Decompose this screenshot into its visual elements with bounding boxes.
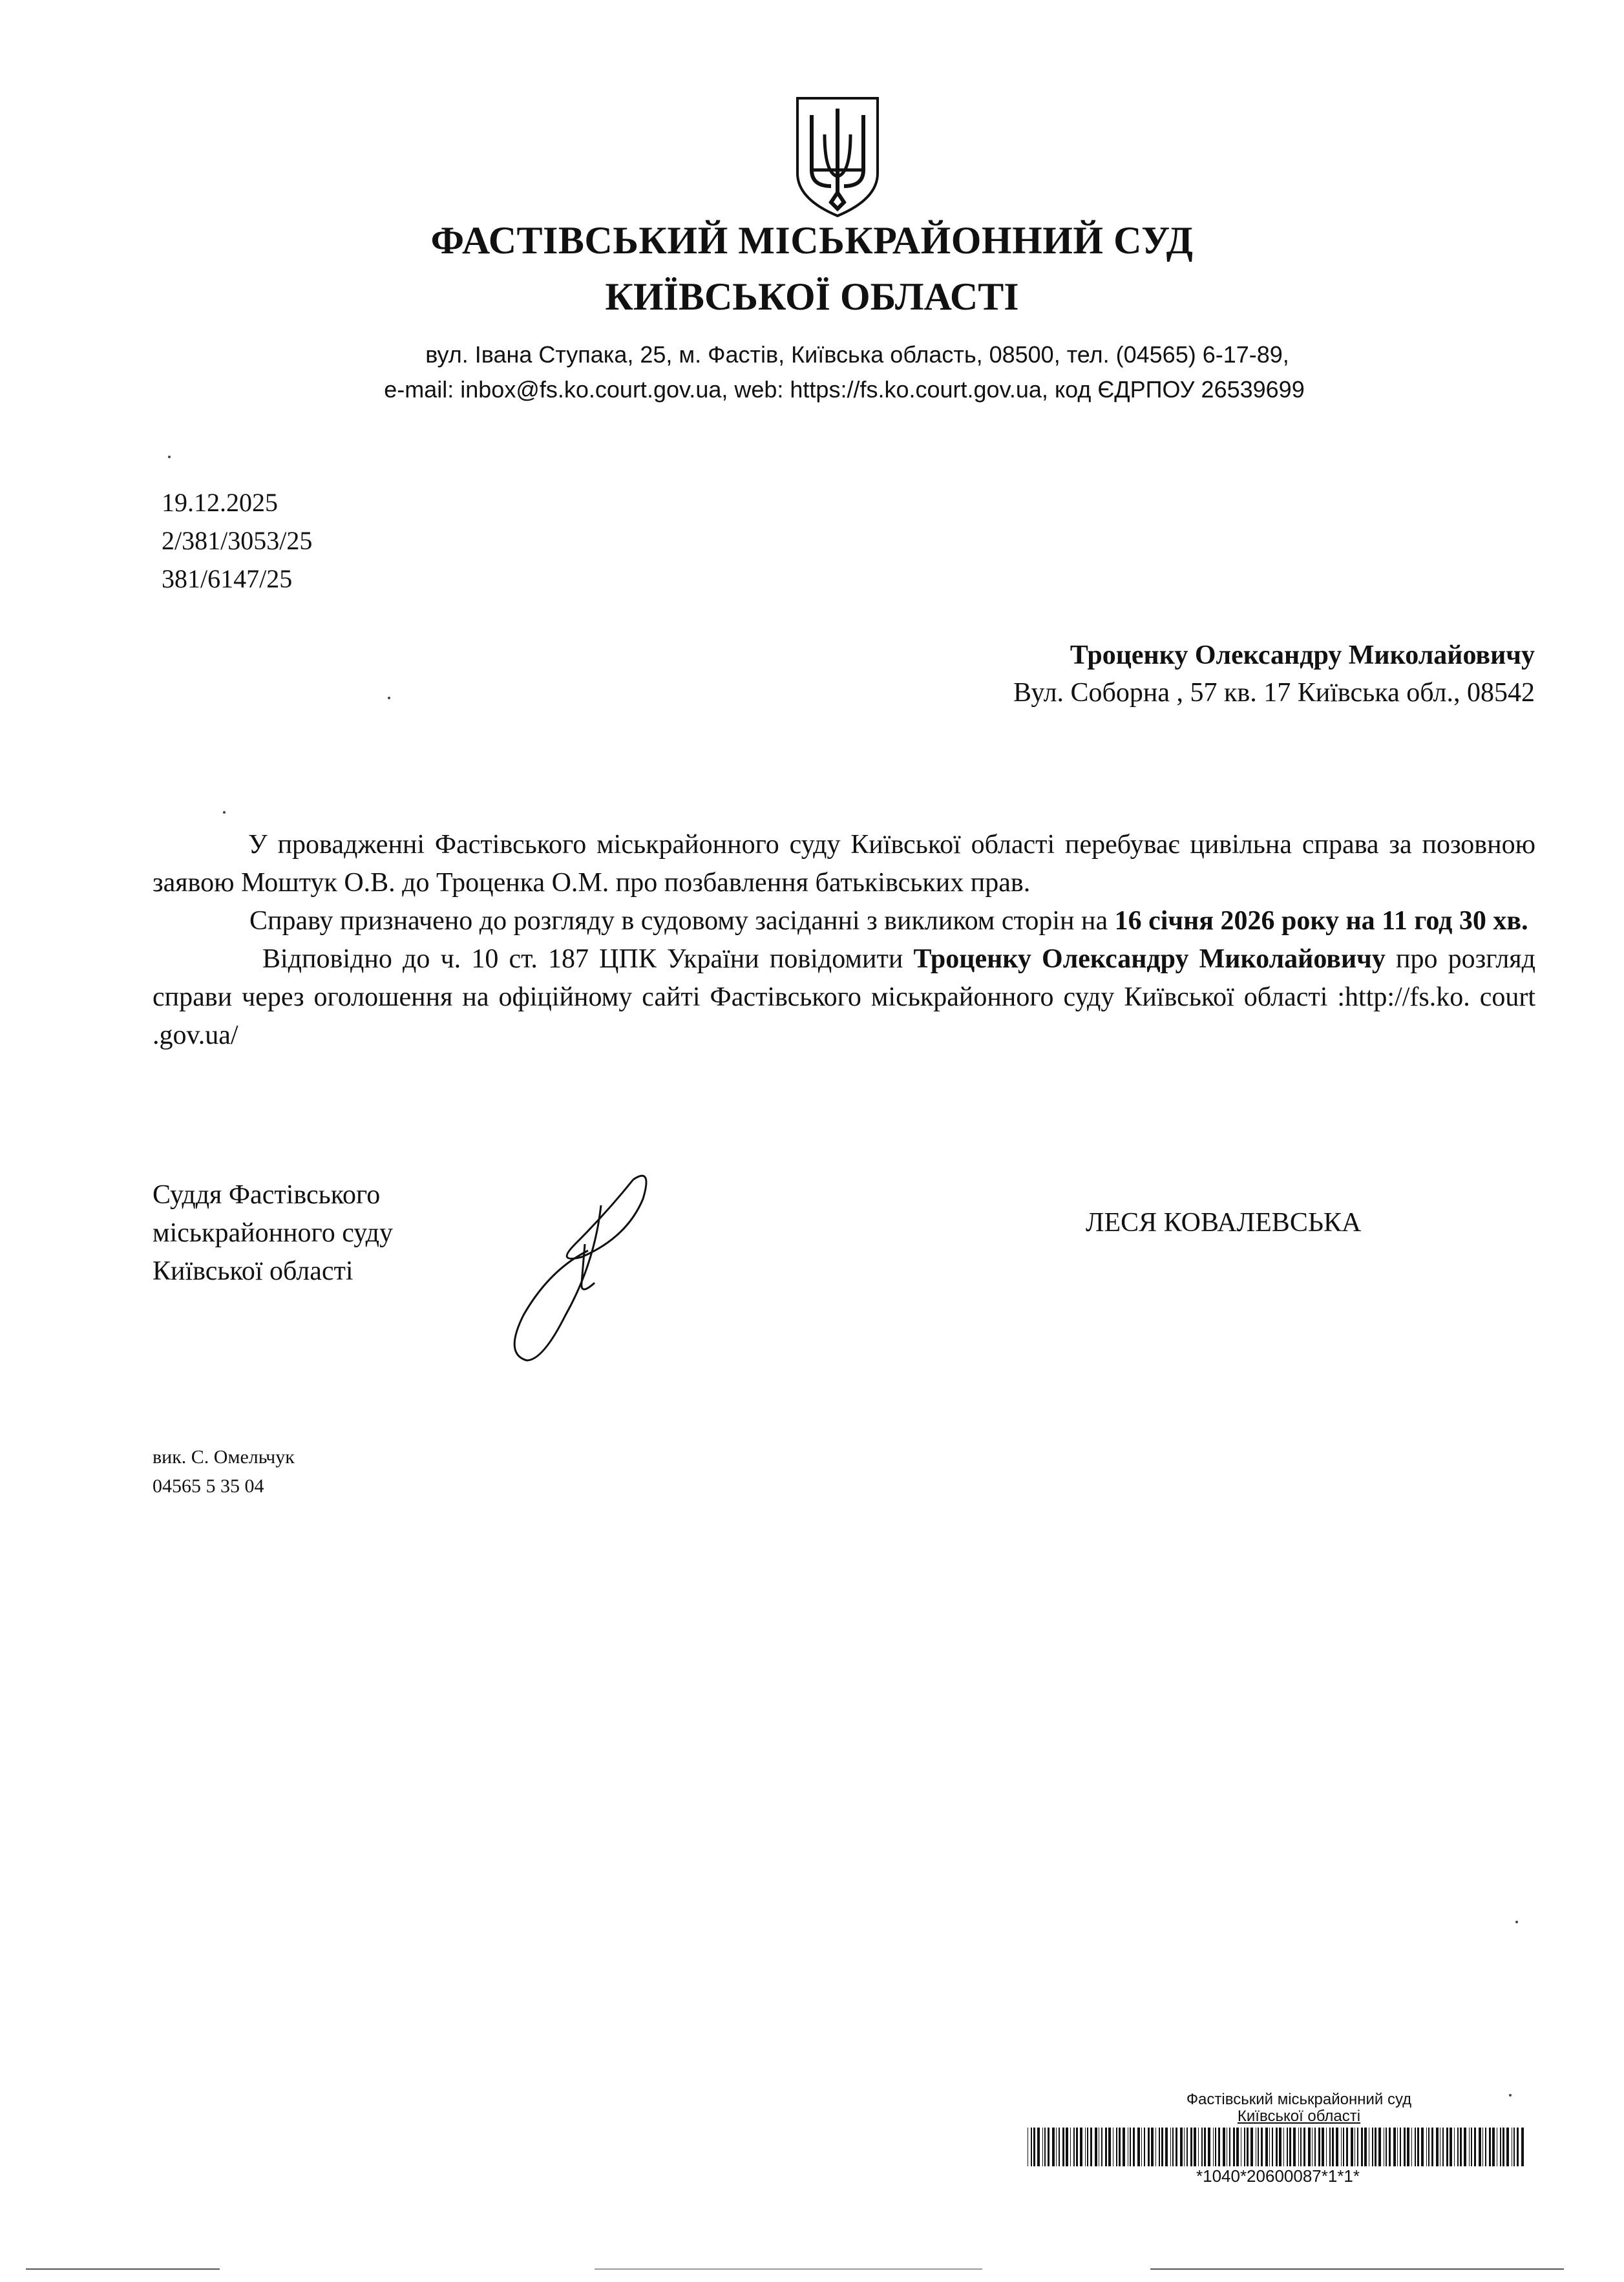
barcode-bar — [1312, 2128, 1313, 2166]
barcode-bar — [1116, 2128, 1117, 2166]
barcode-bar — [1048, 2128, 1049, 2166]
scan-dot — [388, 697, 390, 699]
barcode-bar — [1204, 2128, 1206, 2166]
barcode-bar — [1322, 2128, 1324, 2166]
barcode-bar — [1247, 2128, 1249, 2166]
barcode-bar — [1318, 2128, 1320, 2166]
barcode-bar — [1506, 2128, 1509, 2166]
barcode-bar — [1485, 2128, 1486, 2166]
barcode-bar — [1244, 2128, 1245, 2166]
barcode-bar — [1080, 2128, 1082, 2166]
barcode-bar — [1343, 2128, 1344, 2166]
barcode-bar — [1056, 2128, 1057, 2166]
barcode-bar — [1426, 2128, 1427, 2166]
barcode-bar — [1215, 2128, 1216, 2166]
barcode-bar — [1090, 2128, 1092, 2166]
scan-dot — [168, 456, 171, 458]
barcode-bar — [1460, 2128, 1462, 2166]
barcode-bar — [1308, 2128, 1311, 2166]
scan-dot — [223, 811, 226, 814]
court-contacts: e-mail: inbox@fs.ko.court.gov.ua, web: https://fs.ko.court.gov.ua, код ЄДРПОУ 26539699 — [384, 376, 1305, 403]
barcode-bar — [1298, 2128, 1299, 2166]
barcode-bar — [1223, 2128, 1225, 2166]
court-name-line1: ФАСТІВСЬКИЙ МІСЬКРАЙОННИЙ СУД — [430, 219, 1194, 262]
barcode-bar — [1314, 2128, 1316, 2166]
barcode-bar — [1213, 2128, 1214, 2166]
document-date: 19.12.2025 — [162, 488, 278, 517]
barcode-bar — [1269, 2128, 1270, 2166]
scan-dot — [1515, 1921, 1518, 1923]
barcode-bar — [1521, 2128, 1524, 2166]
barcode-bar — [1351, 2128, 1353, 2166]
barcode-bar — [1279, 2128, 1281, 2166]
barcode-bar — [1500, 2128, 1501, 2166]
scan-dot — [1509, 2094, 1512, 2097]
barcode-bar — [1378, 2128, 1381, 2166]
barcode-bar — [1159, 2128, 1160, 2166]
recipient-block — [1013, 637, 1535, 712]
scan-divider — [26, 2268, 220, 2270]
barcode-bar — [1095, 2128, 1097, 2166]
barcode-bar — [1397, 2128, 1398, 2166]
barcode-bar — [1261, 2128, 1263, 2166]
barcode-bar — [1389, 2128, 1391, 2166]
barcode-bar — [1400, 2128, 1401, 2166]
barcode-bar — [1442, 2128, 1444, 2166]
barcode-bar — [1250, 2128, 1253, 2166]
court-address: вул. Івана Ступака, 25, м. Фастів, Київська область, 08500, тел. (04565) 6-17-89, — [425, 341, 1289, 368]
barcode-bar — [1471, 2128, 1472, 2166]
barcode-bar — [1123, 2128, 1125, 2166]
barcode-bar — [1346, 2128, 1348, 2166]
letter-body — [153, 826, 1535, 1055]
barcode-bar — [1194, 2128, 1196, 2166]
recipient-name: Троценку Олександру Миколайовичу — [1070, 640, 1535, 670]
hearing-text: Справу призначено до розгляду в судовому засіданні з викликом сторін на — [249, 906, 1115, 936]
judge-title-line2: міськрайонного суду — [153, 1218, 394, 1248]
barcode-bar — [1133, 2128, 1135, 2166]
trident-coat-of-arms-icon — [792, 96, 883, 218]
barcode-bar — [1208, 2128, 1210, 2166]
barcode-bar — [1513, 2128, 1515, 2166]
barcode-bar — [1503, 2128, 1504, 2166]
barcode-bar — [1229, 2128, 1230, 2166]
barcode-bar — [1479, 2128, 1481, 2166]
barcode-bar — [1517, 2128, 1519, 2166]
executor-info — [153, 1442, 295, 1501]
hearing-datetime: 16 січня 2026 року на 11 год 30 хв. — [1114, 906, 1528, 936]
judge-title-line1: Суддя Фастівського — [153, 1180, 381, 1210]
barcode-bar — [1066, 2128, 1068, 2166]
court-name-line2: КИЇВСЬКОЇ ОБЛАСТІ — [605, 275, 1019, 318]
barcode-bar — [1172, 2128, 1174, 2166]
barcode-bar — [1176, 2128, 1177, 2166]
barcode-bar — [1180, 2128, 1183, 2166]
notification-text-end: про розгляд справи через оголошення на офіційному сайті Фастівського міськрайонного суду Київської області :http://fs.ko. court .gov.ua/ — [153, 944, 1535, 1050]
barcode-bar — [1469, 2128, 1470, 2166]
barcode-bar — [1341, 2128, 1342, 2166]
barcode-bar — [1085, 2128, 1086, 2166]
stamp-line2: Київської області — [1237, 2108, 1361, 2125]
barcode-bar — [1393, 2128, 1396, 2166]
barcode-bar — [1073, 2128, 1075, 2166]
barcode-bar — [1119, 2128, 1121, 2166]
paragraph-notification — [153, 940, 1535, 1055]
barcode-bar — [1070, 2128, 1071, 2166]
barcode-bar — [1446, 2128, 1448, 2166]
barcode-bar — [1037, 2128, 1040, 2166]
barcode-bar — [1326, 2128, 1327, 2166]
barcode-bar — [1052, 2128, 1055, 2166]
recipient-address: Вул. Соборна , 57 кв. 17 Київська обл., 08542 — [1013, 678, 1535, 708]
scan-divider — [595, 2268, 982, 2270]
scan-divider — [1150, 2268, 1564, 2270]
barcode-bar — [1329, 2128, 1331, 2166]
barcode-bar — [1076, 2128, 1078, 2166]
barcode-bar — [1492, 2128, 1495, 2166]
barcode-bar — [1144, 2128, 1145, 2166]
executor-name: вик. С. Омельчук — [153, 1446, 295, 1468]
barcode-bar — [1332, 2128, 1334, 2166]
barcode-icon — [1028, 2128, 1528, 2166]
barcode-bar — [1300, 2128, 1302, 2166]
notification-text-start: Відповідно до ч. 10 ст. 187 ЦПК України повідомити — [262, 944, 914, 974]
barcode-bar — [1357, 2128, 1358, 2166]
barcode-bar — [1364, 2128, 1367, 2166]
barcode-bar — [1428, 2128, 1429, 2166]
barcode-bar — [1044, 2128, 1046, 2166]
barcode-bar — [1031, 2128, 1032, 2166]
barcode-bar — [1276, 2128, 1278, 2166]
stamp-line1: Фастівський міськрайонний суд — [1186, 2091, 1412, 2108]
barcode-bar — [1137, 2128, 1140, 2166]
case-number: 2/381/3053/25 — [162, 526, 313, 555]
barcode-bar — [1258, 2128, 1259, 2166]
barcode-bar — [1361, 2128, 1363, 2166]
barcode-bar — [1108, 2128, 1111, 2166]
barcode-bar — [1101, 2128, 1102, 2166]
judge-title-line3: Київської області — [153, 1256, 353, 1286]
barcode-bar — [1407, 2128, 1409, 2166]
barcode-bar — [1293, 2128, 1296, 2166]
barcode-number: *1040*20600087*1*1* — [1196, 2166, 1360, 2186]
barcode-bar — [1161, 2128, 1163, 2166]
registry-stamp — [1060, 2091, 1538, 2125]
barcode-bar — [1417, 2128, 1419, 2166]
judge-title — [153, 1176, 393, 1291]
barcode-bar — [1482, 2128, 1483, 2166]
barcode-bar — [1198, 2128, 1199, 2166]
paragraph-case-info: У провадженні Фастівського міськрайонного суду Київської області перебуває цивільна справа за позовною заявою Моштук О.В. до Троценка О.М. про позбавлення батьківських прав. — [153, 830, 1535, 898]
barcode-bar — [1272, 2128, 1273, 2166]
barcode-bar — [1375, 2128, 1376, 2166]
barcode-bar — [1059, 2128, 1060, 2166]
barcode-bar — [1033, 2128, 1035, 2166]
judge-name: ЛЕСЯ КОВАЛЕВСЬКА — [1086, 1208, 1362, 1238]
barcode-bar — [1436, 2128, 1439, 2166]
barcode-bar — [1218, 2128, 1220, 2166]
barcode-bar — [1489, 2128, 1491, 2166]
barcode-bar — [1265, 2128, 1268, 2166]
barcode-bar — [1454, 2128, 1455, 2166]
barcode-bar — [1184, 2128, 1185, 2166]
barcode-bar — [1450, 2128, 1452, 2166]
barcode-bar — [1105, 2128, 1107, 2166]
barcode-bar — [1087, 2128, 1088, 2166]
barcode-bar — [1421, 2128, 1424, 2166]
barcode-bar — [1042, 2128, 1043, 2166]
barcode-bar — [1141, 2128, 1142, 2166]
barcode-bar — [1372, 2128, 1373, 2166]
barcode-bar — [1155, 2128, 1156, 2166]
barcode-bar — [1236, 2128, 1239, 2166]
notified-person: Троценку Олександру Миколайовичу — [913, 944, 1386, 974]
barcode-bar — [1283, 2128, 1284, 2166]
barcode-bar — [1386, 2128, 1387, 2166]
barcode-bar — [1474, 2128, 1476, 2166]
barcode-bar — [1457, 2128, 1459, 2166]
paragraph-hearing-date — [153, 902, 1535, 940]
document-meta — [162, 483, 312, 598]
barcode-bar — [1233, 2128, 1235, 2166]
executor-phone: 04565 5 35 04 — [153, 1475, 264, 1497]
barcode-bar — [1431, 2128, 1433, 2166]
barcode-bar — [1415, 2128, 1416, 2166]
barcode-bar — [1151, 2128, 1154, 2166]
barcode-bar — [1148, 2128, 1150, 2166]
barcode-bar — [1201, 2128, 1203, 2166]
barcode-bar — [1336, 2128, 1338, 2166]
barcode-bar — [1165, 2128, 1168, 2166]
barcode-bar — [1464, 2128, 1466, 2166]
barcode-bar — [1411, 2128, 1412, 2166]
barcode-bar — [1130, 2128, 1131, 2166]
barcode-bar — [1170, 2128, 1171, 2166]
barcode-bar — [1303, 2128, 1305, 2166]
barcode-bar — [1287, 2128, 1288, 2166]
barcode-bar — [1186, 2128, 1188, 2166]
outgoing-number: 381/6147/25 — [162, 564, 293, 593]
barcode-bar — [1404, 2128, 1406, 2166]
barcode-bar — [1190, 2128, 1192, 2166]
barcode-bar — [1062, 2128, 1064, 2166]
barcode-bar — [1289, 2128, 1291, 2166]
handwritten-signature — [504, 1167, 659, 1367]
